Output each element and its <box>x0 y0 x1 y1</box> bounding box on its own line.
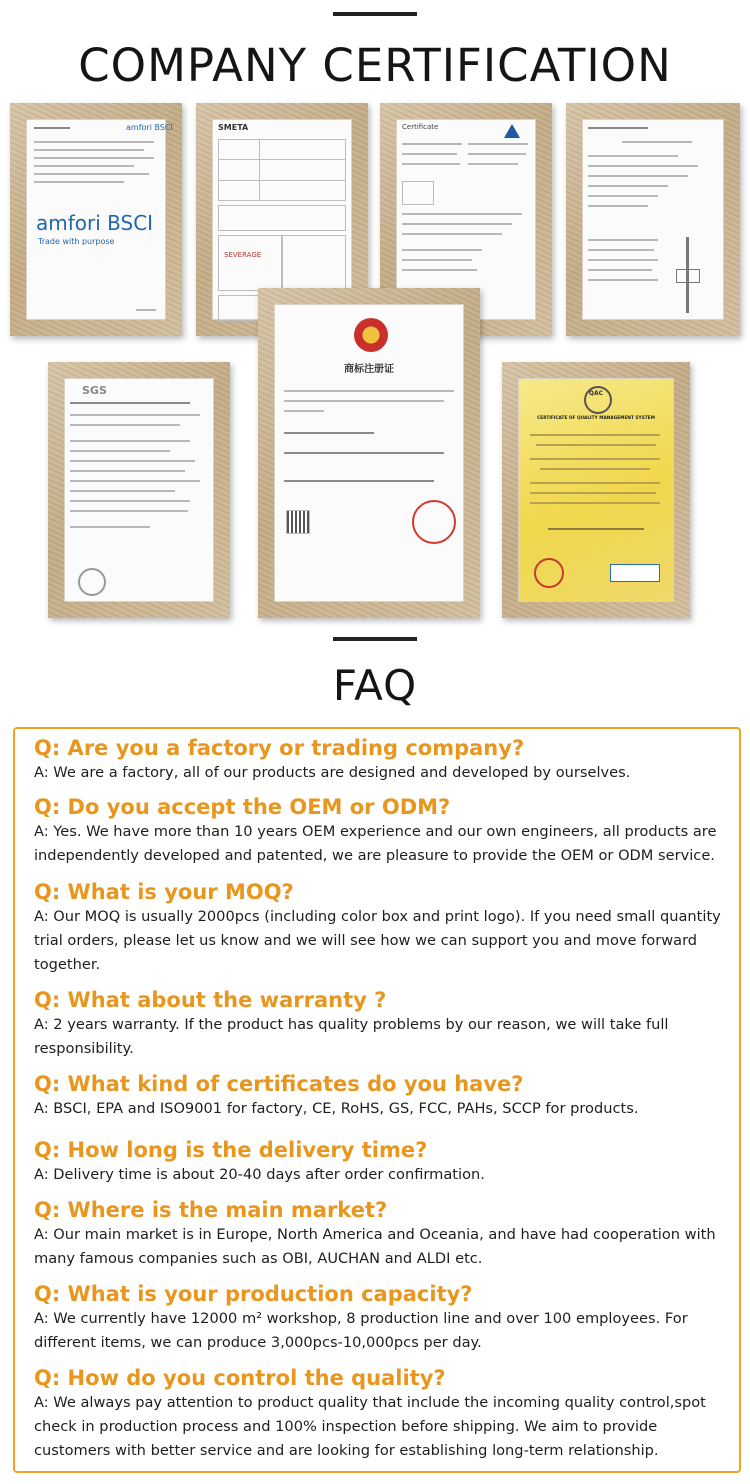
faq-item <box>34 880 724 977</box>
smeta-logo: SMETA <box>218 123 249 132</box>
title-accent-bar <box>333 12 417 16</box>
red-seal-icon <box>412 500 456 544</box>
faq-item <box>34 1138 724 1187</box>
faq-question: Q: What about the warranty ? <box>34 988 387 1012</box>
faq-item <box>34 795 724 868</box>
tuv-triangle-icon <box>504 124 520 138</box>
faq-answer: A: We currently have 12000 m² workshop, 8 production line and over 100 employees. For different items, we can produce 3,000pcs-10,000pcs per day. <box>34 1310 688 1351</box>
faq-item <box>34 1282 724 1355</box>
faq-question: Q: What is your production capacity? <box>34 1282 473 1306</box>
certificate-patent <box>566 103 740 336</box>
faq-question: Q: What is your MOQ? <box>34 880 294 904</box>
faq-item <box>34 1366 724 1463</box>
national-emblem-icon <box>354 318 388 352</box>
qr-code-icon <box>286 510 310 534</box>
faq-item <box>34 1198 724 1271</box>
certificate-smeta: SMETA SEVERAGE <box>196 103 368 336</box>
faq-answer: A: Delivery time is about 20-40 days after order confirmation. <box>34 1166 485 1183</box>
faq-question: Q: How do you control the quality? <box>34 1366 446 1390</box>
trademark-heading: 商标注册证 <box>344 364 394 375</box>
qac-certificate-title: CERTIFICATE OF QUALITY MANAGEMENT SYSTEM <box>537 416 655 421</box>
certificate-qac: QAC CERTIFICATE OF QUALITY MANAGEMENT SYSTEM <box>502 362 690 618</box>
amfori-logo: amfori BSCI <box>36 211 154 235</box>
certification-title: COMPANY CERTIFICATION <box>78 39 672 92</box>
certificate-amfori-bsci: amfori BSCI amfori BSCI Trade with purpose <box>10 103 182 336</box>
faq-question: Q: Where is the main market? <box>34 1198 388 1222</box>
amfori-tagline: Trade with purpose <box>38 237 115 246</box>
faq-question: Q: Do you accept the OEM or ODM? <box>34 795 451 819</box>
faq-title: FAQ <box>332 661 418 710</box>
sgs-stamp-icon <box>78 568 106 596</box>
faq-item <box>34 736 724 785</box>
faq-answer: A: We are a factory, all of our products are designed and developed by ourselves. <box>34 764 631 781</box>
faq-answer: A: Our main market is in Europe, North America and Oceania, and have had cooperation with many famous companies such as OBI, AUCHAN and ALDI etc. <box>34 1226 716 1267</box>
faq-answer: A: 2 years warranty. If the product has quality problems by our reason, we will take full responsibility. <box>34 1016 669 1057</box>
qac-red-stamp-icon <box>534 558 564 588</box>
certificate-trademark <box>258 288 480 618</box>
sgs-logo: SGS <box>82 384 107 397</box>
iaf-cnas-logo-icon <box>610 564 660 582</box>
faq-question: Q: What kind of certificates do you have? <box>34 1072 524 1096</box>
faq-answer: A: BSCI, EPA and ISO9001 for factory, CE, RoHS, GS, FCC, PAHs, SCCP for products. <box>34 1100 639 1117</box>
faq-item <box>34 988 724 1061</box>
faq-accent-bar <box>333 637 417 641</box>
faq-question: Q: How long is the delivery time? <box>34 1138 428 1162</box>
faq-answer: A: Yes. We have more than 10 years OEM experience and our own engineers, all products are independently developed and patented, we are pleasure to provide the OEM or ODM service. <box>34 823 717 864</box>
certificate-sgs <box>48 362 230 618</box>
faq-question: Q: Are you a factory or trading company? <box>34 736 525 760</box>
certificate-heading: Certificate <box>402 123 439 131</box>
faq-item <box>34 1072 724 1121</box>
faq-answer: A: Our MOQ is usually 2000pcs (including color box and print logo). If you need small quantity trial orders, please let us know and we will see how we can support you and move forward together. <box>34 908 721 973</box>
faq-answer: A: We always pay attention to product quality that include the incoming quality control,spot check in production process and 100% inspection before shipping. We aim to provide customers with better service and are looking for establishing long-term relationship. <box>34 1394 706 1459</box>
